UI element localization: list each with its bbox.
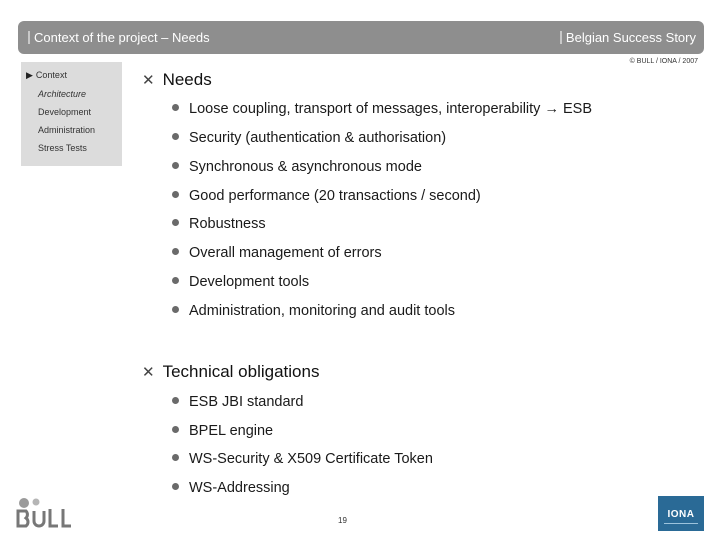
list-item bbox=[172, 480, 290, 496]
section-title: Needs bbox=[162, 70, 212, 89]
sidebar-item-stress-tests[interactable]: Stress Tests bbox=[38, 143, 87, 153]
header-left-title: Context of the project – Needs bbox=[34, 30, 210, 45]
sidebar-item-architecture[interactable]: Architecture bbox=[38, 89, 87, 99]
list-item-text: Overall management of errors bbox=[189, 245, 382, 261]
list-item bbox=[172, 303, 455, 319]
list-item bbox=[172, 423, 273, 439]
triangle-right-icon: ▶ bbox=[26, 70, 33, 80]
sidebar-item-context[interactable] bbox=[26, 70, 67, 81]
list-item bbox=[172, 188, 481, 204]
list-item-text: Robustness bbox=[189, 216, 266, 232]
header-bar-icon bbox=[28, 31, 30, 44]
sidebar-item-administration[interactable]: Administration bbox=[38, 125, 96, 135]
dot-bullet-icon bbox=[172, 454, 179, 461]
bull-logo bbox=[14, 497, 80, 529]
sidebar-item-development[interactable]: Development bbox=[38, 107, 92, 117]
dot-bullet-icon bbox=[172, 248, 179, 255]
dot-bullet-icon bbox=[172, 133, 179, 140]
header-right-title: Belgian Success Story bbox=[565, 30, 696, 45]
x-bullet-icon: ✕ bbox=[142, 72, 155, 89]
section-title: Technical obligations bbox=[162, 362, 320, 381]
section-technical-obligations bbox=[142, 362, 319, 382]
list-item-text: Good performance (20 transactions / second) bbox=[189, 188, 481, 204]
list-item-text: ESB JBI standard bbox=[189, 394, 304, 410]
iona-logo-text: IONA bbox=[667, 509, 695, 520]
header-right bbox=[560, 30, 696, 45]
list-item-text: Security (authentication & authorisation) bbox=[189, 130, 447, 146]
slide-header bbox=[18, 21, 704, 54]
list-item bbox=[172, 274, 309, 290]
header-bar-icon bbox=[560, 31, 562, 44]
list-item-text: WS-Addressing bbox=[189, 480, 290, 496]
copyright: © BULL / IONA / 2007 bbox=[629, 58, 698, 65]
page-number: 19 bbox=[338, 516, 347, 525]
dot-bullet-icon bbox=[172, 397, 179, 404]
list-item-text: Administration, monitoring and audit tools bbox=[189, 303, 455, 319]
dot-bullet-icon bbox=[172, 191, 179, 198]
list-item-text: WS-Security & X509 Certificate Token bbox=[189, 451, 433, 467]
section-needs bbox=[142, 70, 212, 90]
list-item bbox=[172, 101, 592, 117]
sidebar bbox=[21, 62, 122, 166]
dot-bullet-icon bbox=[172, 104, 179, 111]
dot-bullet-icon bbox=[172, 306, 179, 313]
dot-bullet-icon bbox=[172, 426, 179, 433]
list-item bbox=[172, 130, 446, 146]
list-item bbox=[172, 216, 266, 232]
sidebar-item-label: Context bbox=[35, 70, 67, 80]
list-item-text: BPEL engine bbox=[189, 423, 274, 439]
dot-bullet-icon bbox=[172, 162, 179, 169]
list-item bbox=[172, 245, 382, 261]
iona-logo bbox=[658, 496, 704, 531]
iona-logo-line bbox=[664, 523, 698, 524]
list-item-text: Loose coupling, transport of messages, interoperability → ESB bbox=[189, 101, 592, 117]
list-item bbox=[172, 394, 303, 410]
header-left bbox=[28, 30, 210, 45]
dot-bullet-icon bbox=[172, 219, 179, 226]
list-item bbox=[172, 451, 433, 467]
list-item bbox=[172, 159, 422, 175]
dot-bullet-icon bbox=[172, 277, 179, 284]
list-item-text: Synchronous & asynchronous mode bbox=[189, 159, 422, 175]
dot-bullet-icon bbox=[172, 483, 179, 490]
x-bullet-icon: ✕ bbox=[142, 364, 155, 381]
list-item-text: Development tools bbox=[189, 274, 310, 290]
